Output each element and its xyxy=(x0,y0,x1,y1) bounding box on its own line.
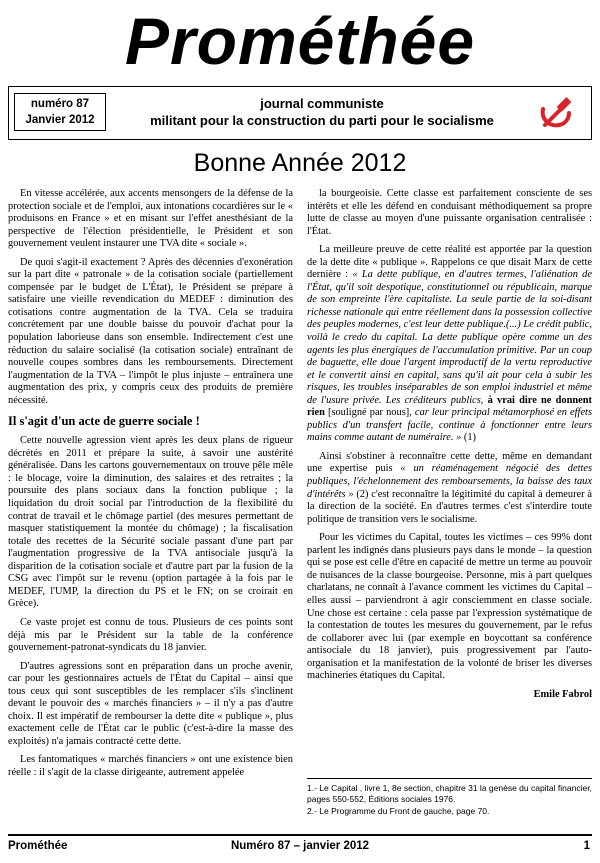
text-span: La meilleure preuve de cette réalité est apportée par la question de la dette dite « publique ». Rappelons ce que disait Marx de cette dernière : xyxy=(307,244,592,281)
issue-number: numéro 87 xyxy=(30,98,90,110)
paragraph: la bourgeoisie. Cette classe est parfaitement consciente de ses intérêts et elle les défend en conduisant méthodiquement sa propre lutte de classe au moyen d'une puissante organisation centralisée : l'État. xyxy=(307,188,592,237)
quote-span: « un réaménagement négocié des dettes publiques, l'échelonnement des remboursements, la baisse des taux d'intérêts » xyxy=(307,463,592,500)
masthead-title: Prométhée xyxy=(124,4,476,78)
paragraph: En vitesse accélérée, aux accents mensongers de la défense de la protection sociale et de l'emploi, aux intonations cocardières sur le « produisons en France » et en misant sur l'effet anesthésiant de la perspective de l'élection présidentielle, le Président et son gouvernement veulent instaurer une TVA dite « sociale ». xyxy=(8,188,293,250)
footnote-2: 2.- Le Programme du Front de gauche, page 70. xyxy=(307,806,490,816)
text-span: Ainsi s'obstiner à reconnaître cette dette, même en demandant une expertise puis xyxy=(307,450,592,475)
footnotes xyxy=(307,778,592,818)
header-banner xyxy=(8,86,592,140)
tagline-line-1: journal communiste xyxy=(260,96,384,111)
page-number: 1 xyxy=(583,840,590,852)
issue-date: Janvier 2012 xyxy=(25,114,95,126)
footer-issue: Numéro 87 – janvier 2012 xyxy=(230,840,370,852)
author-signature: Emile Fabrol xyxy=(533,688,592,700)
text-span: [souligné par nous], xyxy=(324,407,415,419)
tagline-line-2: militant pour la construction du parti pour le socialisme xyxy=(150,113,494,128)
footer-title: Prométhée xyxy=(8,840,68,852)
article-column-left xyxy=(8,188,293,786)
emphasis-span: à vrai dire ne donnent rien xyxy=(307,394,592,419)
quote-span: « La dette publique, en d'autres termes, l'aliénation de l'État, qu'il soit despotique, constitutionnel ou républicain, marque de son empreinte l'ère capitaliste. La seule partie de la soi-disant richesse nationale qui entre réellement dans la possession collective des peuples modernes, c'est leur dette publique.(...) Le crédit public, voilà le credo du capital. La dette publique opère comme un des agents les plus énergiques de l'accumulation primitive. Par un coup de baguette, elle doue l'argent improductif de la vertu reproductive et le convertit ainsi en capital, sans qu'il ait pour cela à subir les risques, les troubles inséparables de son emploi industriel et même de l'usure privée. Les créditeurs publics, xyxy=(307,269,592,406)
paragraph: De quoi s'agit-il exactement ? Après des décennies d'exonération sur la part dite « patronale » de la cotisation sociale (partiellement compensée par le budget de L'État), le Président se prépare à satisfaire une vieille revendication du MEDEF : diminution des cotisations contre augmentation de la TVA. Cela se traduira concrètement par une double baisse du pouvoir d'achat pour la population laborieuse dans son ensemble. Indirectement c'est une réduction du salaire socialisé (la cotisation sociale) entraînant de nouvelle coupes sombres dans les remboursements. Directement l'augmentation de la TVA – l'impôt le plus injuste – entraînera une augmentation des prix, y compris ceux des produits de première nécessité. xyxy=(8,256,293,406)
footnote-1: 1.- Le Capital , livre 1, 8e section, chapitre 31 la genèse du capital financier, pages 550-552, Éditions sociales 1976. xyxy=(307,783,592,804)
paragraph-marx-quote xyxy=(307,244,592,445)
paragraph: D'autres agressions sont en préparation dans un proche avenir, car pour les gestionnaires actuels de l'État du Capital – ainsi que tous ceux qui sont susceptibles de les remplacer s'ils s'inclinent devant le pouvoir des « marchés financiers » – il n'y a pas d'autre choix. Il est impératif de rembourser la dette dite « publique », plus exactement celle de l'État car le public (c'est-à-dire la masse des exploités) n'a jamais contracté cette dette. xyxy=(8,660,293,747)
quote-span: car leur principal métamorphosé en effets publics d'un transfert facile, continue à fonctionner entre leurs mains comme autant de numéraire. » xyxy=(307,407,592,444)
paragraph: Cette nouvelle agression vient après les deux plans de rigueur décrétés en 2011 et prépare la suite, à savoir une austérité généralisée. Dans les cartons gouvernementaux on trouve pêle mêle : le blocage, voire la diminution, des salaires et des retraites ; la poursuite des plans sociaux dans la fonction publique ; la liquidation du droit social par l'introduction de la flexibilité du contrat de travail et le chômage partiel (des mesures permettant de masquer statistiquement la montée du chômage) ; la fiscalisation totale des recettes de la Sécurité sociale passant d'une part par l'augmentation progressive de la TVA antisociale jusqu'à la disparition de la cotisation sociale et d'autre part par la fusion de la CSG avec l'impôt sur le revenu (option partagée à la fois par le MEDEF, l'UMP, la direction du PS et le FN; on se croirait en Grèce). xyxy=(8,435,293,610)
issue-box xyxy=(14,93,106,131)
text-span: (2) c'est reconnaître la légitimité du capital à demeurer à la direction de la société. En d'autres termes c'est s'interdire toute politique de transition vers le socialisme. xyxy=(307,488,592,525)
section-subheading: Il s'agit d'un acte de guerre sociale ! xyxy=(8,414,200,429)
paragraph: Les fantomatiques « marchés financiers » ont une existence bien réelle : il s'agit de la classe dirigeante, autrement appelée xyxy=(8,754,293,778)
hammer-sickle-icon xyxy=(535,95,575,131)
paragraph xyxy=(307,451,592,526)
article-headline: Bonne Année 2012 xyxy=(193,149,407,177)
footnote-ref: (1) xyxy=(461,432,477,444)
paragraph: Ce vaste projet est connu de tous. Plusieurs de ces points sont déjà mis par le Président sur la table de la conférence gouvernement-patronat-syndicats du 18 janvier. xyxy=(8,616,293,654)
page-footer xyxy=(8,834,592,856)
paragraph: Pour les victimes du Capital, toutes les victimes – ces 99% dont parlent les indignés dans plusieurs pays dans le monde – la question qui se pose est celle d'être en capacité de mettre un terme au pouvoir de nuisances de la classe bourgeoise. Personne, mis à part quelques charlatans, ne connaît à l'avance comment les victimes du Capital – elles aussi – parviendront à agir consciemment en classe sociale. Une chose est certaine : cela passe par l'expression systématique de la contestation de toutes les mesures du gouvernement, par le refus de collaborer avec lui (par exemple en boycottant sa conférence antisociale du 18 janvier), puis progressivement par l'auto-organisation et la manifestation de la volonté de briser les diverses machineries étatiques du Capital. xyxy=(307,532,592,682)
tagline xyxy=(117,95,527,129)
article-column-right xyxy=(307,188,592,709)
